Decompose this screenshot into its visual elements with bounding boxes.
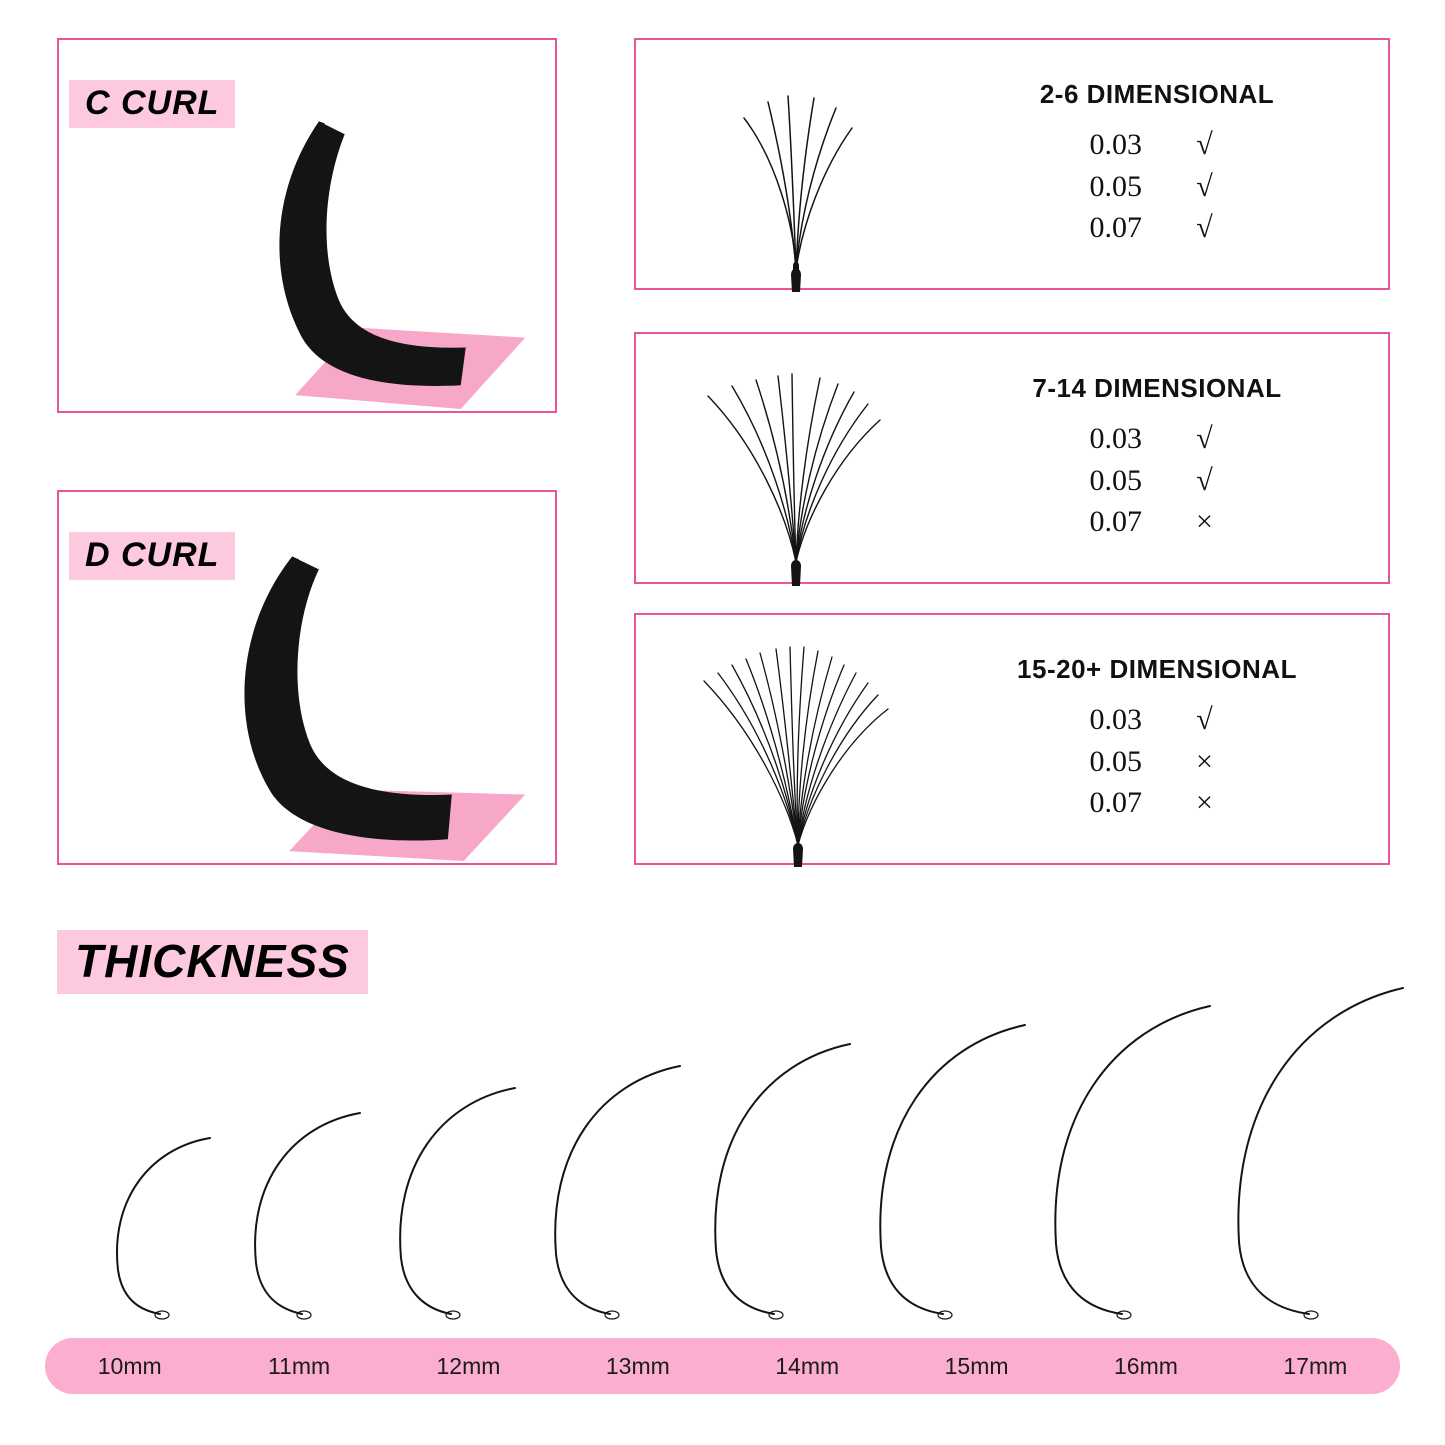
dimensional-text-7-14 xyxy=(946,373,1388,542)
dimensional-row xyxy=(1090,741,1225,782)
thickness-value: 0.07 xyxy=(1089,786,1142,820)
fan-illustration-15-20 xyxy=(636,615,946,863)
availability-mark: × xyxy=(1196,505,1213,539)
thickness-value: 0.05 xyxy=(1089,744,1142,778)
fan-illustration-7-14 xyxy=(636,334,946,582)
lash-length-illustrations xyxy=(45,980,1405,1320)
lash-curve-13mm xyxy=(530,1058,690,1320)
availability-mark: √ xyxy=(1196,211,1213,245)
lash-size-bar xyxy=(45,1338,1400,1394)
thickness-value: 0.03 xyxy=(1089,128,1142,162)
dimensional-title: 2-6 DIMENSIONAL xyxy=(1039,79,1275,110)
availability-mark: √ xyxy=(1196,463,1213,497)
size-label-14mm: 14mm xyxy=(775,1352,840,1379)
curl-panel-c-curl xyxy=(57,38,557,413)
dimensional-panel-7-14 xyxy=(634,332,1390,584)
dimensional-row xyxy=(1090,166,1225,207)
dimensional-panel-15-20 xyxy=(634,613,1390,865)
size-label-10mm: 10mm xyxy=(97,1352,162,1379)
dimensional-row xyxy=(1090,782,1225,823)
dimensional-text-2-6 xyxy=(946,79,1388,248)
curl-panel-d-curl xyxy=(57,490,557,865)
c-curl-lash-illustration xyxy=(59,40,555,412)
dimensional-row xyxy=(1090,418,1225,459)
thickness-value: 0.07 xyxy=(1089,505,1142,539)
dimensional-row xyxy=(1090,124,1225,165)
thickness-value: 0.03 xyxy=(1089,703,1142,737)
d-curl-lash-illustration xyxy=(59,492,555,864)
dimensional-panel-2-6 xyxy=(634,38,1390,290)
dimensional-rows xyxy=(1090,699,1225,823)
size-label-13mm: 13mm xyxy=(605,1352,670,1379)
lash-curve-17mm xyxy=(1213,980,1413,1320)
availability-mark: × xyxy=(1196,786,1213,820)
lash-curve-15mm xyxy=(855,1017,1035,1320)
dimensional-row xyxy=(1090,207,1225,248)
dimensional-row xyxy=(1090,699,1225,740)
lash-curve-12mm xyxy=(375,1080,525,1320)
thickness-section-label: THICKNESS xyxy=(57,930,368,994)
dimensional-row xyxy=(1090,501,1225,542)
dimensional-text-15-20 xyxy=(946,654,1388,823)
availability-mark: × xyxy=(1196,744,1213,778)
availability-mark: √ xyxy=(1196,703,1213,737)
size-label-12mm: 12mm xyxy=(436,1352,501,1379)
curl-label-c: C CURL xyxy=(69,80,235,128)
lash-curve-11mm xyxy=(230,1105,370,1320)
availability-mark: √ xyxy=(1196,169,1213,203)
lash-curve-14mm xyxy=(690,1036,860,1320)
dimensional-row xyxy=(1090,460,1225,501)
lash-curve-16mm xyxy=(1030,998,1220,1320)
lash-curve-10mm xyxy=(90,1130,220,1320)
availability-mark: √ xyxy=(1196,128,1213,162)
size-label-16mm: 16mm xyxy=(1113,1352,1178,1379)
curl-label-d: D CURL xyxy=(69,532,235,580)
size-label-11mm: 11mm xyxy=(267,1352,331,1379)
thickness-value: 0.05 xyxy=(1089,169,1142,203)
size-label-15mm: 15mm xyxy=(944,1352,1009,1379)
thickness-value: 0.05 xyxy=(1089,463,1142,497)
fan-illustration-2-6 xyxy=(636,40,946,288)
thickness-value: 0.03 xyxy=(1089,422,1142,456)
dimensional-rows xyxy=(1090,124,1225,248)
availability-mark: √ xyxy=(1196,422,1213,456)
thickness-value: 0.07 xyxy=(1089,211,1142,245)
dimensional-title: 15-20+ DIMENSIONAL xyxy=(1017,654,1297,685)
dimensional-title: 7-14 DIMENSIONAL xyxy=(1032,373,1282,404)
dimensional-rows xyxy=(1090,418,1225,542)
size-label-17mm: 17mm xyxy=(1283,1352,1348,1379)
